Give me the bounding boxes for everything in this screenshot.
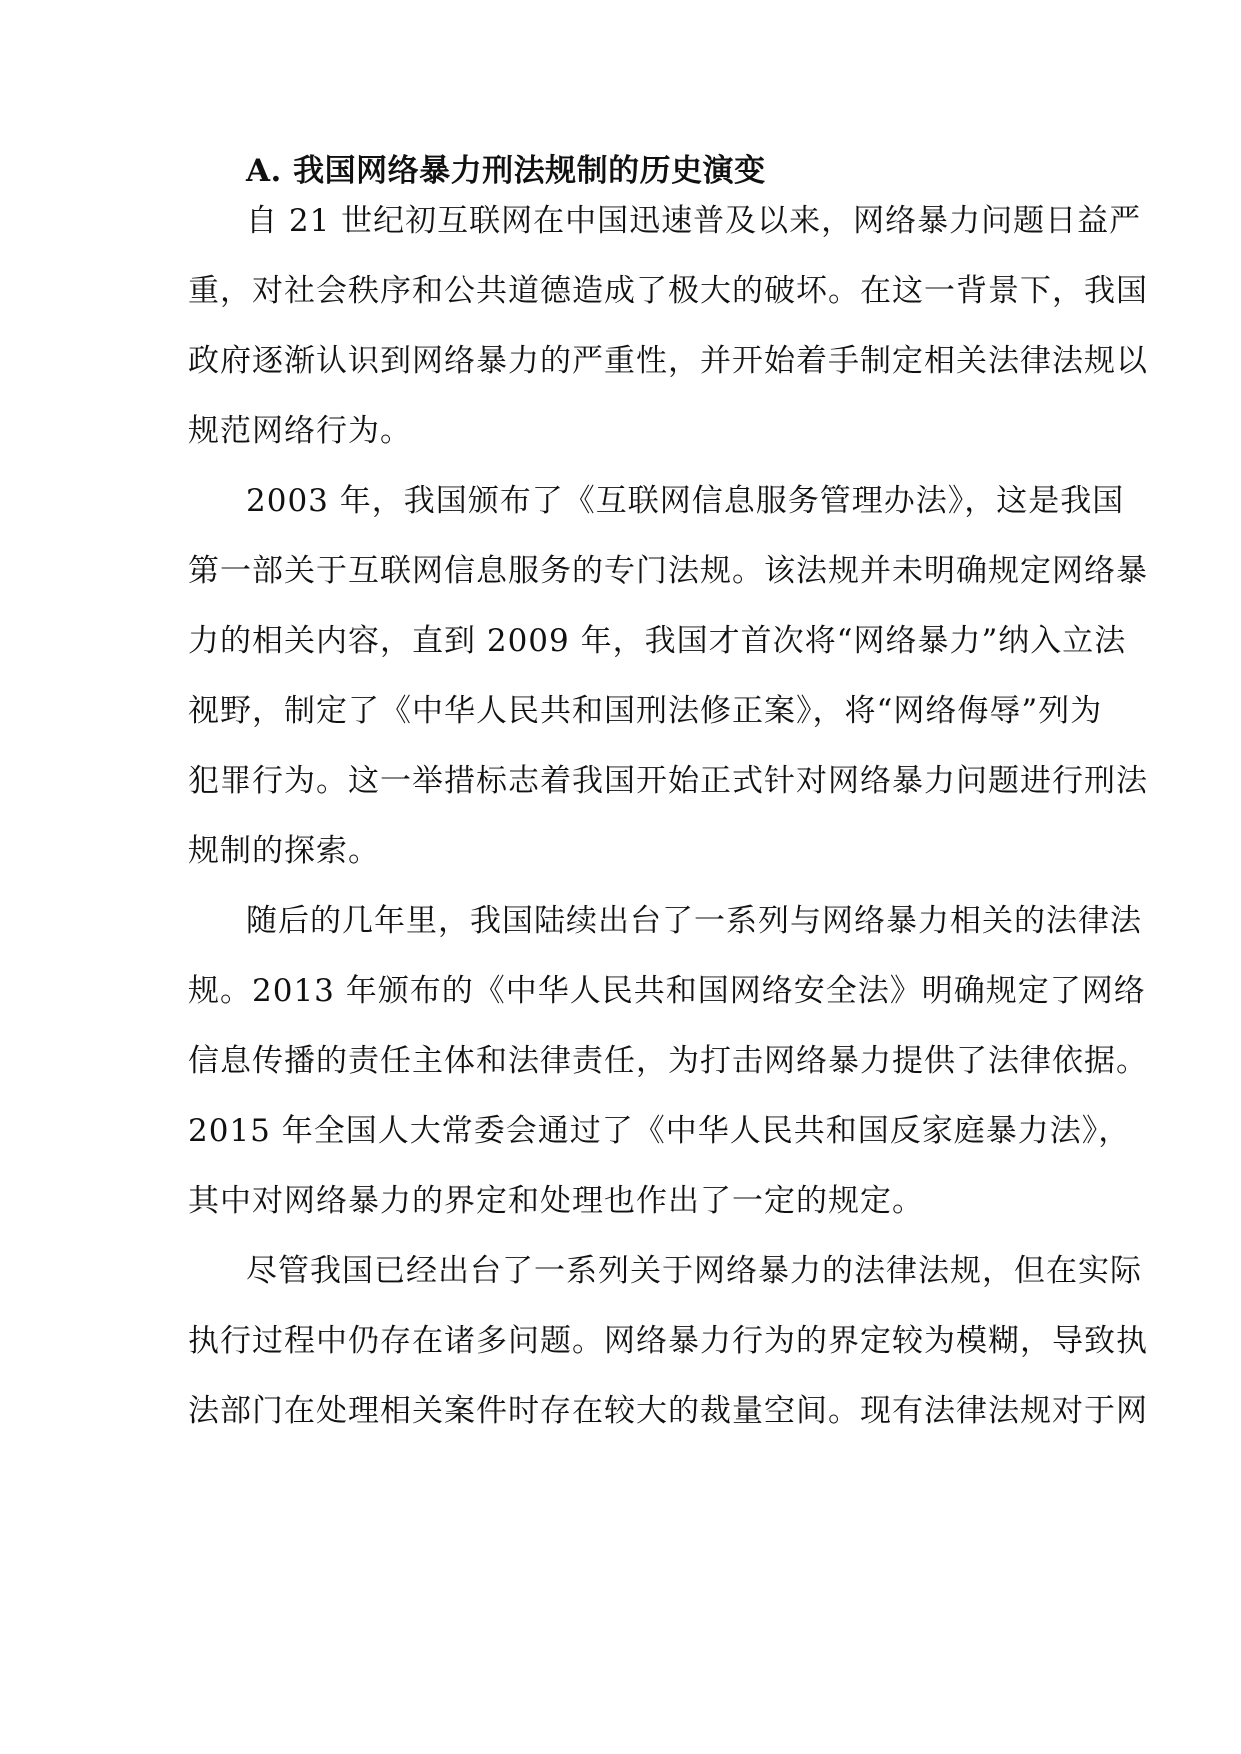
paragraph-1-line-3: 政府逐渐认识到网络暴力的严重性，并开始着手制定相关法律法规以 <box>188 343 1148 379</box>
paragraph-2-line-1: 2003 年，我国颁布了《互联网信息服务管理办法》，这是我国 <box>246 483 1125 519</box>
paragraph-2-line-3: 力的相关内容，直到 2009 年，我国才首次将“网络暴力”纳入立法 <box>188 623 1127 659</box>
paragraph-2-line-6: 规制的探索。 <box>188 833 380 869</box>
paragraph-1-line-2: 重，对社会秩序和公共道德造成了极大的破坏。在这一背景下，我国 <box>188 273 1148 309</box>
paragraph-3-line-2: 规。2013 年颁布的《中华人民共和国网络安全法》明确规定了网络 <box>188 973 1146 1009</box>
paragraph-3-line-4: 2015 年全国人大常委会通过了《中华人民共和国反家庭暴力法》， <box>188 1113 1131 1149</box>
paragraph-3-line-3: 信息传播的责任主体和法律责任，为打击网络暴力提供了法律依据。 <box>188 1043 1148 1079</box>
section-heading: A. 我国网络暴力刑法规制的历史演变 <box>246 153 766 189</box>
paragraph-3-line-5: 其中对网络暴力的界定和处理也作出了一定的规定。 <box>188 1183 924 1219</box>
paragraph-1-line-1: 自 21 世纪初互联网在中国迅速普及以来，网络暴力问题日益严 <box>246 203 1142 239</box>
paragraph-4-line-3: 法部门在处理相关案件时存在较大的裁量空间。现有法律法规对于网 <box>188 1393 1148 1429</box>
paragraph-3-line-1: 随后的几年里，我国陆续出台了一系列与网络暴力相关的法律法 <box>246 903 1142 939</box>
paragraph-4-line-2: 执行过程中仍存在诸多问题。网络暴力行为的界定较为模糊，导致执 <box>188 1323 1148 1359</box>
paragraph-2-line-5: 犯罪行为。这一举措标志着我国开始正式针对网络暴力问题进行刑法 <box>188 763 1148 799</box>
paragraph-2-line-2: 第一部关于互联网信息服务的专门法规。该法规并未明确规定网络暴 <box>188 553 1148 589</box>
paragraph-1-line-4: 规范网络行为。 <box>188 413 412 449</box>
paragraph-4-line-1: 尽管我国已经出台了一系列关于网络暴力的法律法规，但在实际 <box>246 1253 1142 1289</box>
paragraph-2-line-4: 视野，制定了《中华人民共和国刑法修正案》，将“网络侮辱”列为 <box>188 693 1103 729</box>
